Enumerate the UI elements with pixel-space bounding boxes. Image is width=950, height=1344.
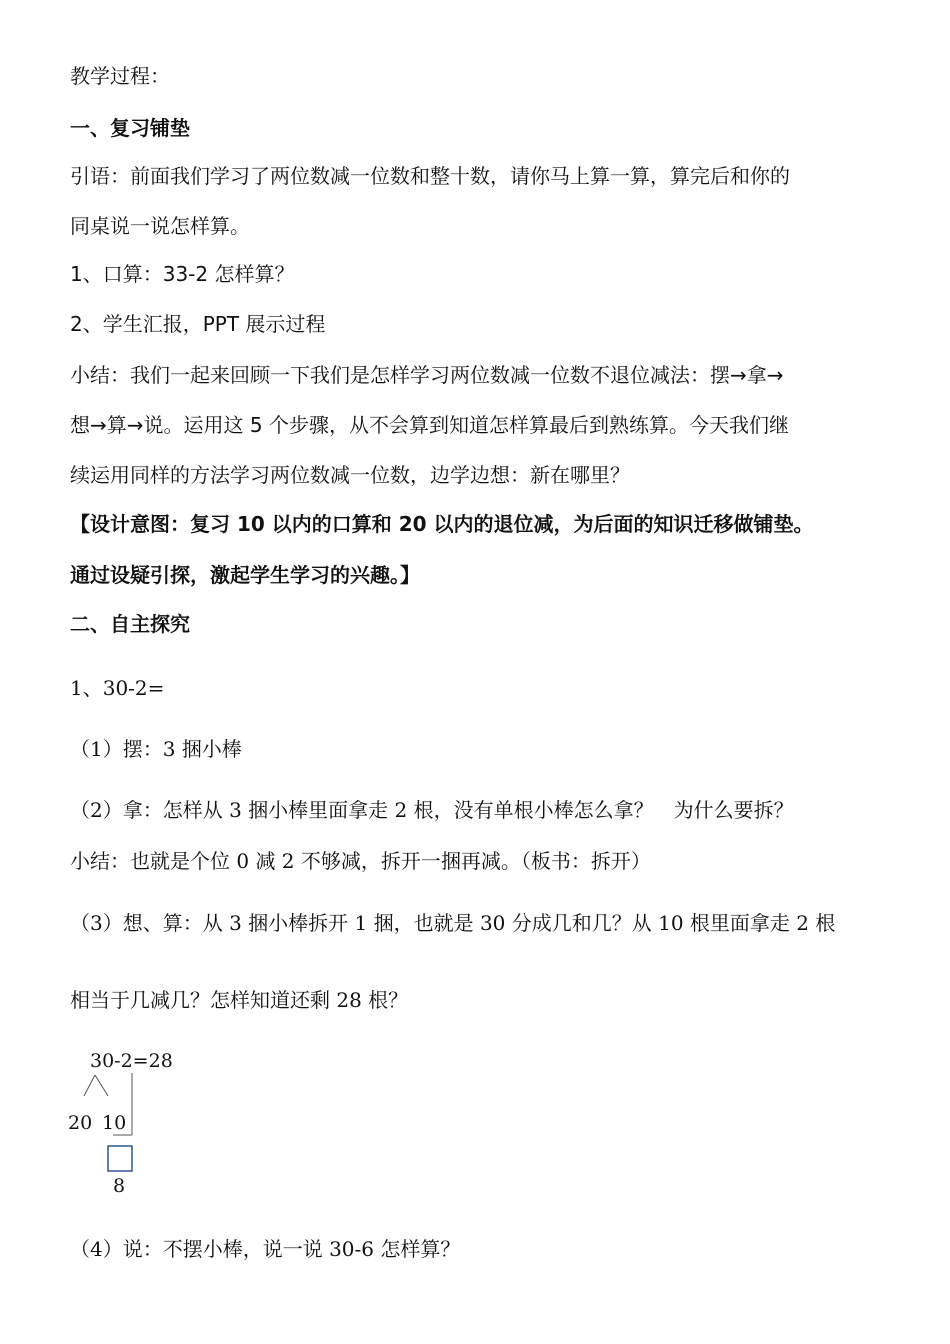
result-box [108, 1146, 132, 1171]
design-intent-line-1: 【设计意图：复习 10 以内的口算和 20 以内的退位减，为后面的知识迁移做铺垫。 [70, 512, 814, 536]
step-3-line-1: （3）想、算：从 3 捆小棒拆开 1 捆，也就是 30 分成几和几？从 10 根里面拿走 2 根 [70, 911, 836, 935]
summary-line-1: 小结：我们一起来回顾一下我们是怎样学习两位数减一位数不退位减法：摆→拿→ [70, 363, 784, 387]
summary-2: 小结：也就是个位 0 减 2 不够减，拆开一捆再减。（板书：拆开） [70, 849, 651, 873]
review-item-1: 1、口算：33-2 怎样算？ [70, 262, 295, 286]
review-item-2: 2、学生汇报，PPT 展示过程 [70, 312, 326, 336]
summary-line-2: 想→算→说。运用这 5 个步骤，从不会算到知道怎样算最后到熟练算。今天我们继 [70, 413, 789, 437]
split-line-right [95, 1075, 108, 1096]
section-explore-title: 二、自主探究 [70, 612, 190, 636]
step-1: （1）摆：3 捆小棒 [70, 737, 242, 761]
intro-paragraph-line-1: 引语：前面我们学习了两位数减一位数和整十数，请你马上算一算，算完后和你的 [70, 164, 790, 188]
summary-line-3: 续运用同样的方法学习两位数减一位数，边学边想：新在哪里？ [70, 463, 630, 487]
split-line-left [84, 1075, 95, 1096]
problem-1: 1、30-2= [70, 676, 165, 700]
step-4: （4）说：不摆小棒，说一说 30-6 怎样算？ [70, 1237, 461, 1261]
step-2: （2）拿：怎样从 3 捆小棒里面拿走 2 根，没有单根小棒怎么拿？ 为什么要拆？ [70, 798, 794, 822]
section-review-title: 一、复习铺垫 [70, 116, 190, 140]
result-value: 8 [113, 1175, 126, 1197]
intro-paragraph-line-2: 同桌说一说怎样算。 [70, 214, 250, 238]
design-intent-line-2: 通过设疑引探，激起学生学习的兴趣。】 [70, 563, 420, 587]
document-heading: 教学过程： [70, 64, 170, 88]
step-3-line-2: 相当于几减几？怎样知道还剩 28 根？ [70, 988, 409, 1012]
split-value-left: 20 [68, 1112, 93, 1134]
split-value-right: 10 [102, 1112, 127, 1134]
diagram-equation: 30-2=28 [90, 1050, 173, 1072]
